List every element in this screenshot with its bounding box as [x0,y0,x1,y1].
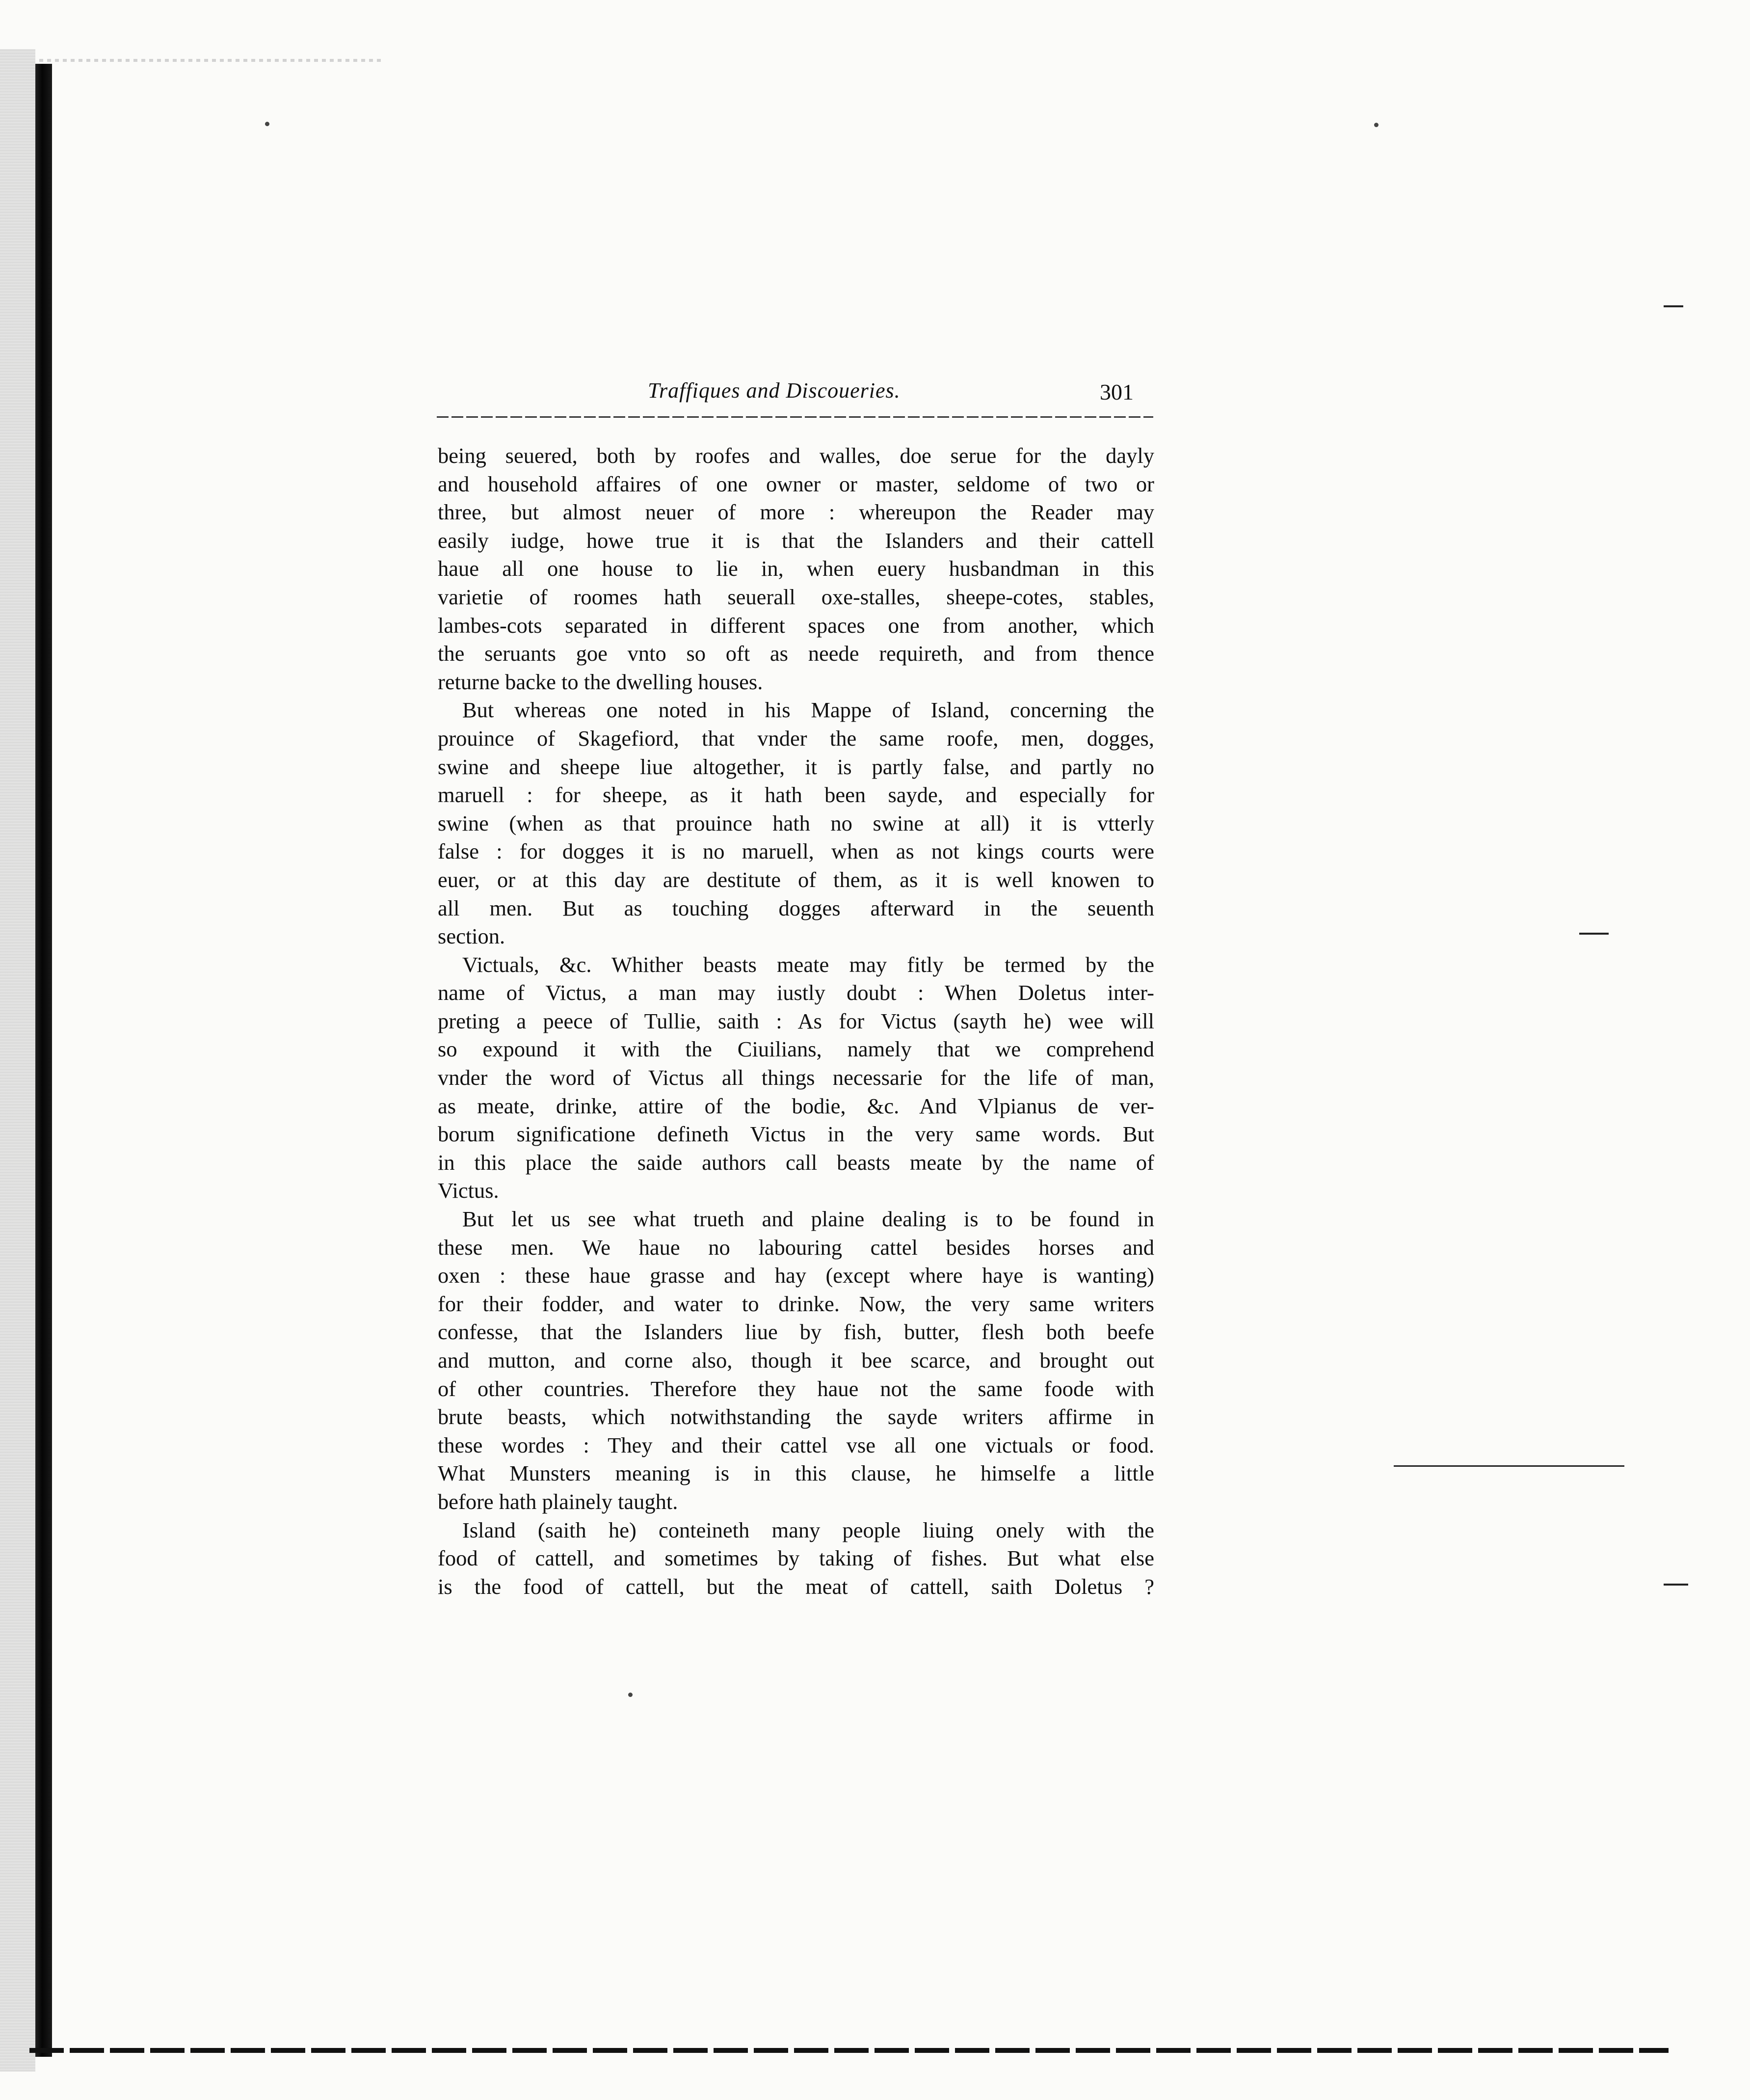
text-line: haue all one house to lie in, when euery husbandman in this [438,556,1154,581]
text-line: is the food of cattell, but the meat of cattell, saith Doletus ? [438,1574,1154,1599]
binding-edge [35,64,52,2057]
page-number: 301 [1100,379,1134,404]
text-line: Island (saith he) conteineth many people liuing onely with the [462,1517,1154,1542]
text-line: being seuered, both by roofes and walles, doe serue for the dayly [438,443,1154,468]
text-line: before hath plainely taught. [438,1489,678,1514]
text-line: and household affaires of one owner or master, seldome of two or [438,471,1154,496]
body-text [438,442,1154,1601]
text-line: lambes-cots separated in different spaces one from another, which [438,613,1154,638]
text-line: But let us see what trueth and plaine dealing is to be found in [462,1207,1154,1232]
text-line: the seruants goe vnto so oft as neede requireth, and from thence [438,641,1154,666]
binding-shadow [0,49,35,2072]
text-line: preting a peece of Tullie, saith : As for Victus (sayth he) wee will [438,1008,1154,1033]
header-rule [437,416,1153,418]
text-line: borum significatione defineth Victus in the very same words. But [438,1122,1154,1147]
scan-speck [628,1693,633,1697]
text-line: oxen : these haue grasse and hay (except where haye is wanting) [438,1263,1154,1288]
text-line: varietie of roomes hath seuerall oxe-stalles, sheepe-cotes, stables, [438,584,1154,609]
text-line: Victuals, &c. Whither beasts meate may fitly be termed by the [462,952,1154,977]
text-line: maruell : for sheepe, as it hath been sayde, and especially for [438,782,1154,808]
margin-mark [1394,1465,1624,1467]
scan-smudge [39,59,383,62]
text-line: and mutton, and corne also, though it bee scarce, and brought out [438,1348,1154,1373]
text-line: these wordes : They and their cattel vse all one victuals or food. [438,1432,1154,1457]
text-line: returne backe to the dwelling houses. [438,669,763,694]
margin-mark [1579,933,1609,935]
scan-speck [1374,123,1379,127]
text-line: section. [438,924,505,949]
text-line: swine and sheepe liue altogether, it is partly false, and partly no [438,754,1154,779]
text-line: easily iudge, howe true it is that the Islanders and their cattell [438,528,1154,553]
text-line: of other countries. Therefore they haue not the same foode with [438,1376,1154,1401]
text-line: brute beasts, which notwithstanding the sayde writers affirme in [438,1404,1154,1429]
text-line: food of cattell, and sometimes by taking of fishes. But what else [438,1546,1154,1571]
scan-speck [265,122,269,126]
text-line: all men. But as touching dogges afterward in the seuenth [438,895,1154,920]
text-line: in this place the saide authors call beasts meate by the name of [438,1150,1154,1175]
text-line: vnder the word of Victus all things necessarie for the life of man, [438,1065,1154,1090]
margin-mark [1664,305,1683,307]
text-line: as meate, drinke, attire of the bodie, &c. And Vlpianus de ver- [438,1093,1154,1118]
running-title: Traffiques and Discoueries. [648,378,901,403]
margin-mark [1664,1584,1688,1586]
text-line: these men. We haue no labouring cattel besides horses and [438,1235,1154,1260]
text-line: for their fodder, and water to drinke. Now, the very same writers [438,1291,1154,1316]
text-line: prouince of Skagefiord, that vnder the same roofe, men, dogges, [438,726,1154,751]
text-line: What Munsters meaning is in this clause, he himselfe a little [438,1461,1154,1486]
text-line: confesse, that the Islanders liue by fish, butter, flesh both beefe [438,1319,1154,1345]
text-line: three, but almost neuer of more : whereupon the Reader may [438,500,1154,525]
text-line: swine (when as that prouince hath no swine at all) it is vtterly [438,810,1154,835]
text-line: Victus. [438,1178,499,1203]
running-head [437,373,1153,417]
bottom-scan-rule [29,2048,1669,2053]
text-line: name of Victus, a man may iustly doubt : When Doletus inter- [438,980,1154,1005]
text-line: euer, or at this day are destitute of them, as it is well knowen to [438,867,1154,892]
text-line: But whereas one noted in his Mappe of Island, concerning the [462,698,1154,723]
text-line: so expound it with the Ciuilians, namely that we comprehend [438,1037,1154,1062]
text-line: false : for dogges it is no maruell, when as not kings courts were [438,839,1154,864]
